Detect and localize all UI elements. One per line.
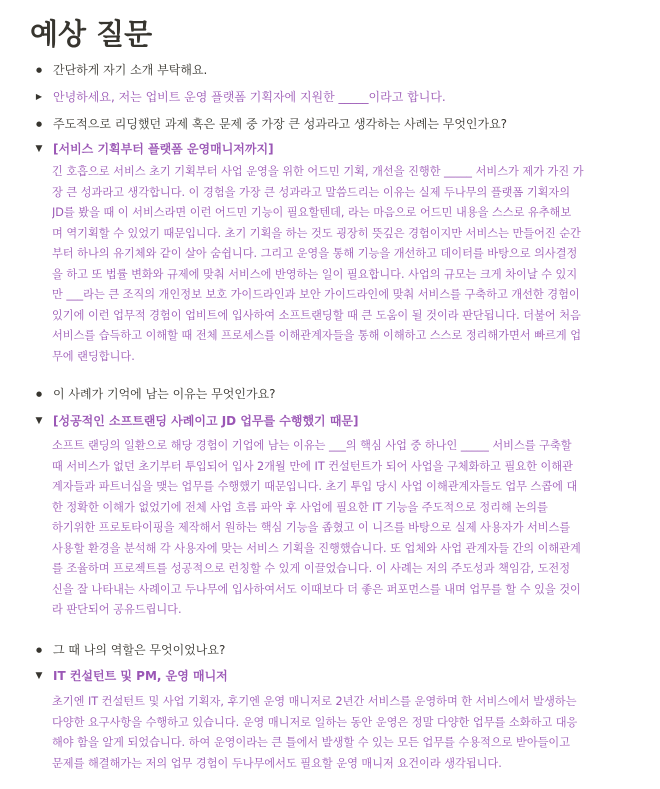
answer-text: 안녕하세요, 저는 업비트 운영 플랫폼 기획자에 지원한 _____이라고 합니다. <box>53 90 446 104</box>
bullet-dot-icon <box>32 641 46 659</box>
paragraph-line: 해야 함을 알게 되었습니다. 하여 운영이라는 큰 틀에서 발생할 수 있는 모든 업무를 수용적으로 받아들이고 <box>52 736 571 749</box>
question-text: 주도적으로 리딩했던 과제 혹은 문제 중 가장 큰 성과라고 생각하는 사례는 무엇인가요? <box>53 117 508 131</box>
paragraph-line: 긴 호흡으로 서비스 초기 기획부터 사업 운영을 위한 어드민 기획, 개선을 진행한 _____ 서비스가 제가 가진 가 <box>52 165 584 178</box>
paragraph-line: 서비스를 습득하고 이해할 때 전체 프로세스를 이해관계자들을 통해 이해하고 스스로 정리해가면서 빠르게 업 <box>52 329 581 342</box>
paragraph-line: 때 서비스가 없던 초기부터 투입되어 입사 2개월 만에 IT 컨설턴트가 되어 사업을 구체화하고 필요한 이해관 <box>52 459 573 473</box>
answer-title: [성공적인 소프트랜딩 사례이고 JD 업무를 수행했기 때문] <box>53 414 359 428</box>
paragraph-line: 소프트 랜딩의 일환으로 해당 경험이 기업에 남는 이유는 ___의 핵심 사업 중 하나인 _____ 서비스를 구축할 <box>52 439 572 452</box>
paragraph-line: JD를 봤을 때 이 서비스라면 이런 어드민 기능이 필요할텐데, 라는 마음으로 어드민 내용을 스스로 유추해보 <box>52 206 572 219</box>
paragraph-line: 라 판단되어 공유드립니다. <box>52 603 182 616</box>
question-text: 이 사례가 기억에 남는 이유는 무엇인가요? <box>53 387 276 401</box>
paragraph-line: 만 ___라는 큰 조직의 개인정보 보호 가이드라인과 보안 가이드라인에 맞춰 서비스를 구축하고 개선한 경험이 <box>52 288 580 301</box>
toggle-expanded-icon[interactable] <box>32 140 46 158</box>
answer-title: [서비스 기획부터 플랫폼 운영매니저까지] <box>53 142 274 156</box>
paragraph-line: 장 큰 성과라고 생각합니다. 이 경험을 가장 큰 성과라고 말씀드리는 이유는 실제 두나무의 플랫폼 기획자의 <box>52 185 571 199</box>
paragraph-line: 를 조율하며 프로젝트를 성공적으로 런칭할 수 있게 이끌었습니다. 이 사례는 저의 주도성과 책임감, 도전정 <box>52 562 571 575</box>
paragraph-line: 있기에 이런 업무적 경험이 업비트에 입사하여 소프트랜딩할 때 큰 도움이 될 것이라 판단됩니다. 더불어 처음 <box>52 308 581 322</box>
toggle-expanded-icon[interactable] <box>32 412 46 430</box>
paragraph-line: 무에 랜딩합니다. <box>52 349 135 363</box>
bullet-dot-icon <box>32 61 46 79</box>
paragraph-line: 계자들과 파트너십을 맺는 업무를 수행했기 때문입니다. 초기 투입 당시 사업 이해관계자들도 업무 스콥에 대 <box>52 480 578 493</box>
page-title: 예상 질문 <box>30 17 153 51</box>
bullet-dot-icon <box>32 385 46 403</box>
answer-title: IT 컨설턴트 및 PM, 운영 매니저 <box>53 669 228 683</box>
answer-paragraph-3 <box>52 436 588 621</box>
paragraph-line: 며 역기획할 수 있었기 때문입니다. 초기 기획을 하는 것도 굉장히 뜻깊은 경험이지만 서비스는 만들어진 순간 <box>52 226 581 240</box>
question-text: 그 때 나의 역할은 무엇이었나요? <box>53 643 226 657</box>
answer-paragraph-4 <box>52 692 588 774</box>
paragraph-line: 한 정확한 이해가 없었기에 전체 사업 흐름 파악 후 사업에 필요한 IT 기능을 주도적으로 정리해 논의를 <box>52 500 548 514</box>
paragraph-line: 하기위한 프로토타이핑을 제작해서 원하는 핵심 기능을 좁혔고 이 니즈를 바탕으로 실제 사용자가 서비스를 <box>52 521 571 534</box>
paragraph-line: 다양한 요구사항을 수행하고 있습니다. 운영 매니저로 일하는 동안 운영은 정말 다양한 업무를 소화하고 대응 <box>52 715 578 729</box>
question-text: 간단하게 자기 소개 부탁해요. <box>53 63 208 77</box>
paragraph-line: 문제를 해결해가는 저의 업무 경험이 두나무에서도 필요할 운영 매니저 요건이라 생각됩니다. <box>52 756 502 770</box>
paragraph-line: 초기엔 IT 컨설턴트 및 사업 기획자, 후기엔 운영 매니저로 2년간 서비스를 운영하며 한 서비스에서 발생하는 <box>52 695 577 708</box>
toggle-collapsed-icon[interactable] <box>32 88 46 106</box>
paragraph-line: 사용할 환경을 분석해 각 사용자에 맞는 서비스 기획을 진행했습니다. 또 업체와 사업 관계자들 간의 이해관계 <box>52 541 581 555</box>
bullet-dot-icon <box>32 115 46 133</box>
paragraph-line: 부터 하나의 유기체와 같이 살아 숨쉽니다. 그리고 운영을 통해 기능을 개선하고 데이터를 바탕으로 의사결정 <box>52 247 578 260</box>
toggle-expanded-icon[interactable] <box>32 667 46 685</box>
paragraph-line: 을 하고 또 법률 변화와 규제에 맞춰 서비스에 반영하는 일이 필요합니다. 사업의 규모는 크게 차이날 수 있지 <box>52 267 578 281</box>
answer-paragraph-2 <box>52 162 588 367</box>
paragraph-line: 신을 잘 나타내는 사례이고 두나무에 입사하여서도 이때보다 더 좋은 퍼포먼스를 내며 업무를 할 수 있을 것이 <box>52 582 581 596</box>
